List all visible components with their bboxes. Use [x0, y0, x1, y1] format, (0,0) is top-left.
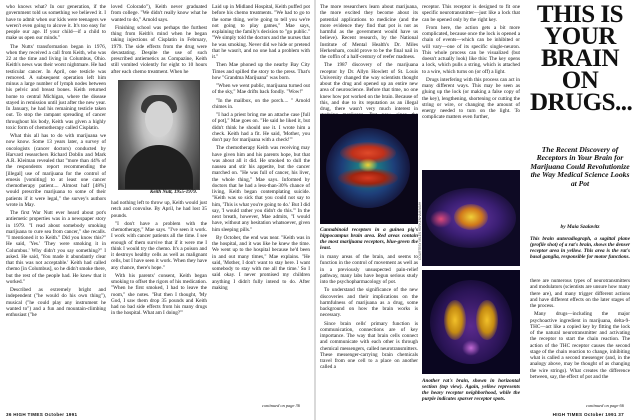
paragraph: The chemotherapy Keith was receiving may have given him and his parents hope, but that was about all it did. He smoked to dull the nausea and stir his appetite, but the cancer marched on. "He was full of cancer, his liver, the whole thing," Mae says. Informed by doctors that he had a less-than-30% chance of living, Keith began contemplating suicide. "Keith was so sick that you could not say to him, 'This is what you're going to do.' But I did say, 'I would rather you didn't do this.'" In the next breath, however, Mae admits, "I would have, without any hesitation whatsoever, given him sleeping pills." — [212, 145, 310, 233]
article-column-2-top — [111, 4, 207, 78]
rat-horizontal-caption: Another rat's brain, shown in horizontal section (top view). Again, yellow represents the heavy receptor neighborhood, while the purple indicates sparser receptor spots. — [422, 378, 520, 402]
paragraph: Finishing school was perhaps the furthest thing from Keith's mind when he began taking injections of Cisplatin in February, 1979. The side effects from the drug were devastating. Despite the use of such prescribed antiemetics as Compazine, Keith still vomited violently for eight to 10 hours after each chemo treatment. When he — [111, 24, 207, 75]
paragraph: in many areas of the brain, and seems to function in the control of movement as well as in a previously unsuspected pain-relief pathway, many labs have begun serious study into the psychopharmacology of pot. — [320, 254, 418, 285]
paragraph: "In the mailbox, on the porch.... " Arnold chimes in. — [212, 97, 310, 110]
page-folio-right: HIGH TIMES October 1991 37 — [552, 412, 624, 417]
article-column-1-bottom — [320, 254, 418, 404]
paragraph: With his parents' consent, Keith began smoking to offset the rigors of his medication. "When he first smoked, I had to leave the room," she notes. "But then I thought, 'My God, I saw them drop 35 pounds and Keith had no bad side effects from his many drugs in the hospital. What am I doing?'" — [111, 272, 207, 317]
keith-portrait-photo — [118, 80, 200, 190]
page-folio-left: 36 HIGH TIMES October 1991 — [6, 412, 78, 417]
paragraph: Drugs interfering with this process can act in many different ways. This may be seen as gluing up the lock (or making a false copy of the key), lengthening, shortening or cutting the string or wire, or changing the amount of energy needed to turn on the light. To complicate matters even further, — [422, 76, 520, 121]
article-column-1 — [6, 4, 106, 408]
sagittal-caption: This brain autoradiograph, a sagittal plane (profile shot) of a rat's brain, shows the denser receptor area in yellow. This area is the rat's basal ganglia, responsible for motor functions. — [530, 236, 630, 260]
article-column-2 — [422, 4, 520, 164]
continued-note: continued on page 66 — [586, 403, 624, 408]
paragraph: Since brain cells' primary function is communication, connections are of key importance. The way that brain cells connect and communicate with each other is through chemical messengers, called neurotransmitters. These messenger-carrying brain chemicals travel from one cell to a place on another called a — [320, 320, 418, 371]
article-byline: by Maia Szalavitz — [560, 224, 600, 230]
photo-credit: COURTESY MILES HERKENHAM/NIMH — [418, 201, 422, 260]
right-page — [316, 0, 630, 420]
headline-line-1: THIS IS — [536, 1, 624, 28]
headline-line-3: BRAIN ON — [540, 45, 620, 94]
article-column-1 — [320, 4, 418, 112]
article-column-3-bottom — [530, 278, 630, 404]
hippocampus-receptor-image — [320, 114, 418, 224]
paragraph: Then Mae phoned up the nearby Bay City Times and spilled the story to the press. That's how "Grandma Marijuana" was born. — [212, 62, 310, 81]
paragraph: Described as extremely bright and independent ("he would do his own thing"), musical ("he could play any instrument he wanted to") and a fun and mountain-climbing enthusiast ("he — [6, 287, 106, 318]
paragraph: receptor. This receptor is designed to fit one specific neurotransmitter—just like a lock that can be opened only by the right key. — [422, 4, 520, 23]
paragraph: who knows what? In our generation, if the government told us something we believed it. I have to admit when our kids were teenagers we weren't even going to alcove it. It's too easy for people our age. If your child—if a child to make us open our minds." — [6, 4, 106, 42]
continued-note: continued on page 36 — [262, 403, 300, 408]
paragraph: there are numerous types of neurotransmitters and modulators (scientists are unsure how many there are), and many trigger different actions and have different effects on the later stages of the process. — [530, 278, 630, 309]
paragraph: By October, the end was near. "Keith was in the hospital, and it was like he knew the time. We went up to the hospital because he'd been in and out many times," Mae explains. "He said, 'Mother, I don't want to stay here. I want somebody to stay with me all the time.' So I said okay. I never promised my children anything I didn't fully intend to do. After making — [212, 234, 310, 291]
rat-brain-horizontal-image — [422, 270, 520, 374]
headline-line-4: DRUGS... — [530, 89, 632, 116]
article-headline — [530, 1, 632, 116]
paragraph: What this all has to do with marijuana we now know. Some 13 years later, a survey of oncologists (cancer doctors) conducted by Harvard researchers Richard Doblin and Mark A.R. Kleiman revealed that "more than 44% of the respondents report recommending the [illegal] use of marijuana for the control of emesis [vomiting] to at least one cancer chemotherapy patient.... Almost half [48%] would prescribe marijuana to some of their patients if it were legal," the survey's authors wrote in May. — [6, 133, 106, 208]
headline-line-2: YOUR — [544, 23, 616, 50]
paragraph: The 1987 discovery of the marijuana receptor by Dr. Allyn Howlett of St. Louis University changed the way scientists thought about the drug and opened up an entire new area of neuroscience. Before that time, no one knew how pot worked on the brain. Because of this, and due to its reputation as an illegal drug, there wasn't very much interest in — [320, 62, 418, 112]
portrait-face — [145, 101, 173, 137]
paragraph: "When we went public, marijuana turned out of the sky," Mae drifts back fondly. "Wow!" — [212, 83, 310, 96]
paragraph: From here, the action gets a bit more complicated, because once the lock is opened a chain of events—which can be inhibited or will vary—one of its specific single-neuron. This whole process can be visualized (but doesn't actually look) like this: The key opens a lock, which pulls a string, which is attached to a wire, which turns on (or off) a light. — [422, 24, 520, 75]
paragraph: The first War Nutt ever heard about pot's antiemetic properties was in a newspaper story in 1979. "I read about somebody smoking marijuana to cure sea from cancer," she recalls. "I mentioned it to Keith." Did you know this?" He said, 'Yes.' 'They were smoking it in Columbus.' Why didn't you say something?" I asked. He said, 'You made it abundantly clear that this was not acceptable.' Keith had called chemo [in Columbus], so he didn't smoke there, but the rest of the people had. He knew that it worked." — [6, 210, 106, 285]
photo-caption: Keith Nutt, 1955-1979. — [150, 190, 197, 195]
paragraph: "I had a priest bring me an attache case [full of pot]," Mae goes on. "He said he liked it, but didn't think he should use it. I wrote him a check. Keith had a fit. He said, 'Mother, you don't pay for marijuana with a check!'" — [212, 112, 310, 143]
paragraph: Many drugs—including the major psychoactive ingredient in marijuana, delta-9-THC—act like a copied key by fitting the lock of the natural neurotransmitter and activating the receptor to start the chain reaction. The action of the THC receptor causes the second stage of the chain reaction to change, inhibiting what is called a second messenger (and, in the analogy above, may be thought of as changing the wire strings). What creates the difference between, say, the effect of pot and the — [530, 311, 630, 380]
hippocampus-caption: Cannabinoid receptors in a guinea pig's hippocampus brain area. Red areas contain the most marijuana receptors, blue-green the least. — [320, 227, 418, 251]
paragraph: loved Colorado"), Keith never graduated from college. "We didn't really know what he wanted to do," Arnold says. — [111, 4, 207, 23]
paragraph: The Nutts' transformation began in 1976, when they received a call from Keith, who was 22 at the time and living in Columbus, Ohio. Keith's news was their worst nightmare. He had testicular cancer. In April, one testicle was removed. A subsequent operation left him minus a large number of lymph nodes between his pelvic and breast bones. Keith returned home to central Michigan, where the disease stayed in remission until just after the new year. In January, he had his remaining testicle taken out. To stop the rampant spreading of cancer throughout his body, Keith was given a highly toxic form of chemotherapy called Cisplatin. — [6, 43, 106, 131]
left-page — [0, 0, 314, 420]
article-deck: The Recent Discovery of Receptors in Your Brain for Marijuana Could Revolutionize the Way Medical Science Looks at Pot — [530, 145, 630, 188]
paragraph: The more researchers learn about marijuana, the more excited they become about its potential applications to medicine (and the more evidence they find that pot is not as harmful as the government would have us believe). Recent research, by the National Institute of Mental Health's Dr. Miles Herkenham, could prove to be the final nail in the coffin of a half-century of reefer madness. — [320, 4, 418, 60]
article-column-3 — [212, 4, 310, 404]
paragraph: "I don't have a problem with the chemotherapy," Mae says. "I've seen it work. I work with cancer patients all the time. I see enough of them survive that if it were me I think I would try the chemo. It's a poison and it destroys healthy cells as well as malignant cells, but I have seen it work. When they have any chance, there's hope." — [111, 220, 207, 271]
rat-brain-sagittal-image — [422, 170, 520, 266]
paragraph: had nothing left to throw up, Keith would just retch and convulse. By April, he had lost 35 pounds. — [111, 200, 207, 219]
paragraph: To understand the significance of the new discoveries and their implications on the harmfulness of marijuana as a drug, some background on how the brain works is necessary. — [320, 287, 418, 319]
article-column-2-bottom — [111, 200, 207, 400]
portrait-shoulders — [125, 145, 193, 189]
paragraph: Laid up in Midland Hospital, Keith puffed pot before his chemo treatments. "We had to go to the some thing, we're going to tell you we're not going to play games," Mae says, explaining the family's decision to "go public." "We simply told the doctors and the nurses that he was smoking. Never did we hide or pretend that he wasn't, and no one had a problem with it." — [212, 4, 310, 60]
